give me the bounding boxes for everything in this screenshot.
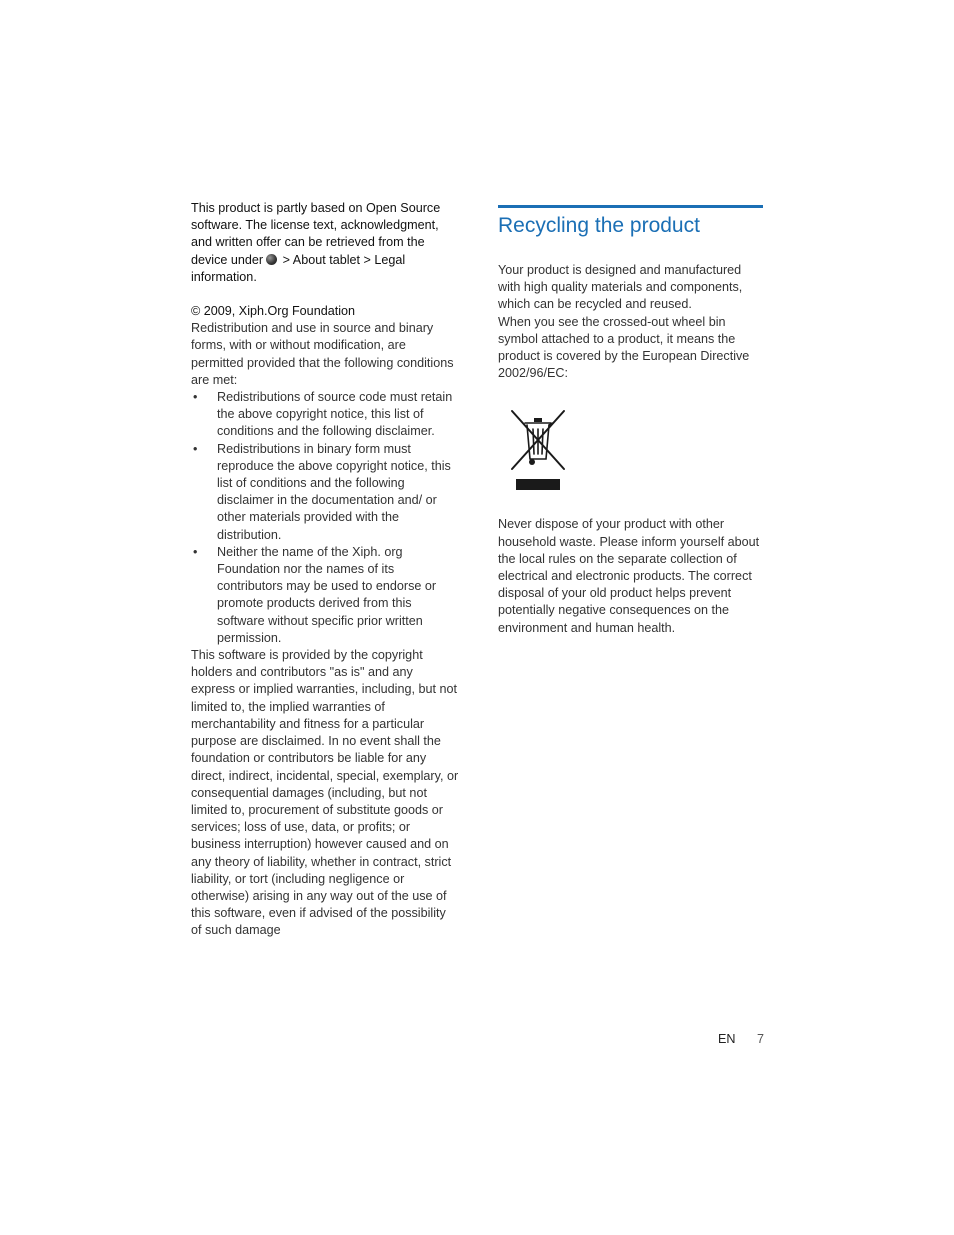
- intro-text: This product is partly based on Open Source software. The license text, acknowledgment, and written offer can be retrieved from the device under: [191, 201, 441, 267]
- recycling-paragraph-1: Your product is designed and manufactured with high quality materials and components, which can be recycled and reused.: [498, 263, 743, 312]
- open-source-notice: [191, 200, 459, 286]
- path-separator: >: [360, 252, 375, 267]
- intro-end: .: [253, 269, 257, 284]
- list-item-text: Redistributions in binary form must reproduce the above copyright notice, this list of conditions and the following disclaimer in the documentation and/ or other materials provided with the distribution.: [217, 441, 451, 542]
- list-item: [191, 441, 459, 544]
- page-number: 7: [756, 1032, 764, 1046]
- license-lead: Redistribution and use in source and binary forms, with or without modification, are permitted provided that the following conditions are met:: [191, 321, 454, 387]
- recycling-paragraph-2: When you see the crossed-out wheel bin symbol attached to a product, it means the product is covered by the European Directive 2002/96/EC:: [498, 314, 750, 381]
- left-column: [191, 200, 459, 940]
- path-separator: >: [279, 252, 293, 267]
- list-item: [191, 544, 459, 647]
- path-legal-information: Legal information: [191, 252, 406, 284]
- disclaimer-paragraph: This software is provided by the copyright holders and contributors "as is" and any express or implied warranties, including, but not limited to, the implied warranties of merchantability and fitness for a particular purpose are disclaimed. In no event shall the foundation or contributors be liable for any direct, indirect, incidental, special, exemplary, or consequential damages (including, but not limited to, procurement of substitute goods or services; loss of use, data, or profits; or business interruption) however caused and on any theory of liability, whether in contract, strict liability, or tort (including negligence or otherwise) arising in any way out of the use of this software, even if advised of the possibility of such damage: [191, 648, 459, 938]
- list-item-text: Neither the name of the Xiph. org Foundation nor the names of its contributors may be used to endorse or promote products derived from this software without specific prior written permission.: [217, 544, 437, 645]
- bullet: •: [193, 441, 198, 456]
- right-column: [498, 205, 763, 637]
- crossed-out-wheelie-bin-icon: [510, 409, 564, 489]
- conditions-list: [191, 389, 459, 647]
- section-rule: [498, 205, 763, 208]
- settings-globe-icon: [266, 254, 277, 265]
- bullet: •: [193, 544, 198, 559]
- section-title: Recycling the product: [498, 214, 700, 237]
- list-item-text: Redistributions of source code must retain the above copyright notice, this list of conditions and the following disclaimer.: [217, 390, 453, 439]
- bullet: •: [193, 390, 198, 405]
- list-item: [191, 389, 459, 441]
- language-code: EN: [718, 1032, 736, 1046]
- copyright-line: © 2009, Xiph.Org Foundation: [191, 304, 356, 319]
- spacer: [191, 286, 459, 303]
- path-about-tablet: About tablet: [292, 252, 361, 267]
- recycling-paragraph-3: Never dispose of your product with other household waste. Please inform yourself about the local rules on the separate collection of electrical and electronic products. The correct disposal of your old product helps prevent potentially negative consequences on the environment and human health.: [498, 517, 760, 635]
